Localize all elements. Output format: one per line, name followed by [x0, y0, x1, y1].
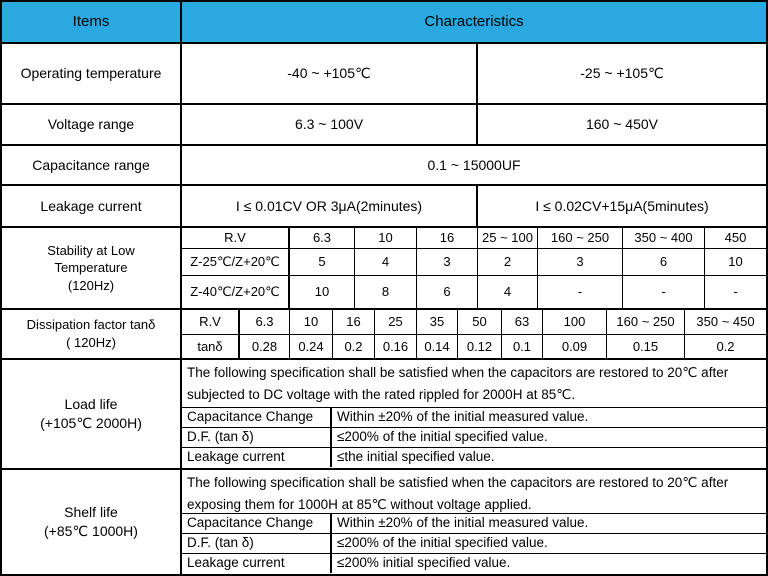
stability-value: 3 [417, 249, 478, 275]
stability-value: 6 [417, 276, 478, 308]
spec-row [182, 447, 766, 467]
stability-value: 2 [478, 249, 538, 275]
stability-value: 4 [478, 276, 538, 308]
spec-row [182, 553, 766, 573]
value-cell: I ≤ 0.01CV OR 3μA(2minutes) [182, 186, 478, 226]
shelf-life-details [182, 470, 766, 574]
spec-value: ≤the initial specified value. [337, 449, 495, 465]
shelf-life-description-line2: exposing them for 1000H at 85℃ without voltage applied. [187, 497, 532, 512]
stability-voltage: 16 [417, 228, 478, 248]
shelf-life-description-line1: The following specification shall be satisfied when the capacitors are restored to 20℃ after [187, 475, 729, 490]
stability-voltage: 25 ~ 100 [478, 228, 538, 248]
dissipation-value: 0.1 [502, 335, 543, 358]
stability-value: 10 [290, 276, 355, 308]
spec-value: ≤200% of the initial specified value. [337, 535, 548, 551]
spec-row [182, 407, 766, 427]
dissipation-voltage: 100 [543, 310, 607, 334]
dissipation-value: 0.2 [716, 338, 735, 354]
spec-value: ≤200% of the initial specified value. [337, 429, 548, 445]
row-voltage-range [2, 103, 766, 144]
stability-label-line3: (120Hz) [67, 277, 115, 293]
spec-name: D.F. (tan δ) [182, 534, 332, 553]
spec-name: D.F. (tan δ) [182, 428, 332, 447]
load-life-details [182, 360, 766, 468]
dissipation-label-line2: ( 120Hz) [66, 335, 116, 350]
spec-row [182, 513, 766, 533]
row-dissipation-factor [2, 308, 766, 358]
load-life-label-line2: (+105℃ 2000H) [40, 415, 142, 431]
shelf-life-description [182, 470, 766, 513]
row-label: Leakage current [2, 186, 182, 226]
stability-z25-row [182, 248, 766, 275]
shelf-life-label-line1: Shelf life [64, 504, 118, 521]
dissipation-voltage: 16 [333, 310, 375, 334]
stability-rv-header: R.V [182, 228, 290, 248]
header-characteristics: Characteristics [424, 12, 524, 30]
dissipation-voltage: 25 [375, 310, 417, 334]
dissipation-subtable [182, 310, 766, 358]
dissipation-value-row [182, 334, 766, 358]
dissipation-value: 0.09 [543, 335, 607, 358]
stability-value: 6 [623, 249, 705, 275]
dissipation-header-row [182, 310, 766, 334]
stability-z25-label: Z-25℃/Z+20℃ [182, 249, 290, 275]
stability-value: 4 [355, 249, 417, 275]
row-capacitance-range [2, 144, 766, 184]
stability-voltage: 10 [355, 228, 417, 248]
spec-row [182, 427, 766, 447]
stability-z40-label: Z-40℃/Z+20℃ [182, 276, 290, 308]
stability-z40-row [182, 275, 766, 308]
row-label: Capacitance range [2, 146, 182, 184]
row-label [2, 310, 182, 358]
table-header-row [2, 2, 766, 42]
dissipation-tand-label: tanδ [182, 335, 240, 358]
spec-row [182, 533, 766, 553]
spec-name: Leakage current [182, 448, 332, 467]
row-stability [2, 226, 766, 308]
row-label [2, 360, 182, 468]
stability-label-line1: Stability at Low [47, 242, 135, 258]
dissipation-value: 0.12 [458, 335, 502, 358]
dissipation-rv-header: R.V [182, 310, 240, 334]
stability-voltage: 350 ~ 400 [623, 228, 705, 248]
row-label: Voltage range [2, 105, 182, 144]
row-shelf-life [2, 468, 766, 574]
dissipation-voltage: 160 ~ 250 [607, 310, 685, 334]
stability-label-line2: Temperature [54, 260, 128, 276]
row-label [2, 228, 182, 308]
dissipation-voltage: 50 [458, 310, 502, 334]
dissipation-voltage: 35 [417, 310, 458, 334]
dissipation-value: 0.14 [417, 335, 458, 358]
value-cell: I ≤ 0.02CV+15μA(5minutes) [535, 197, 709, 214]
spec-value: Within ±20% of the initial measured value. [337, 515, 589, 531]
stability-voltage: 6.3 [290, 228, 355, 248]
row-operating-temperature [2, 42, 766, 103]
stability-value: 3 [538, 249, 623, 275]
spec-name: Leakage current [182, 554, 332, 573]
load-life-description [182, 360, 766, 407]
dissipation-value: 0.15 [607, 335, 685, 358]
load-life-description-line1: The following specification shall be satisfied when the capacitors are restored to 20℃ after [187, 365, 729, 380]
stability-value: 10 [728, 254, 743, 270]
row-label [2, 470, 182, 574]
load-life-description-line2: subjected to DC voltage with the rated rippled for 2000H at 85℃. [187, 387, 576, 402]
value-cell: 160 ~ 450V [585, 116, 658, 133]
stability-voltage: 450 [724, 230, 747, 246]
value-cell: -25 ~ +105℃ [580, 65, 664, 82]
row-load-life [2, 358, 766, 468]
shelf-life-label-line2: (+85℃ 1000H) [44, 523, 138, 539]
spec-name: Capacitance Change [182, 514, 332, 533]
dissipation-value: 0.24 [290, 335, 333, 358]
stability-subtable [182, 228, 766, 308]
stability-value: 5 [290, 249, 355, 275]
stability-value: - [623, 276, 705, 308]
dissipation-voltage: 10 [290, 310, 333, 334]
load-life-label-line1: Load life [64, 396, 118, 413]
dissipation-voltage: 350 ~ 450 [696, 314, 755, 330]
row-leakage-current [2, 184, 766, 226]
stability-value: - [733, 284, 738, 300]
dissipation-value: 0.16 [375, 335, 417, 358]
dissipation-value: 0.2 [333, 335, 375, 358]
row-label: Operating temperature [2, 44, 182, 103]
dissipation-value: 0.28 [240, 335, 290, 358]
value-cell: -40 ~ +105℃ [182, 44, 478, 103]
stability-value: - [538, 276, 623, 308]
value-cell: 0.1 ~ 15000UF [427, 156, 521, 173]
dissipation-voltage: 6.3 [240, 310, 290, 334]
spec-value: ≤200% initial specified value. [337, 555, 511, 571]
spec-value: Within ±20% of the initial measured value. [337, 409, 589, 425]
dissipation-voltage: 63 [502, 310, 543, 334]
value-cell: 6.3 ~ 100V [182, 105, 478, 144]
stability-header-row [182, 228, 766, 248]
spec-name: Capacitance Change [182, 408, 332, 427]
header-items: Items [2, 2, 182, 42]
dissipation-label-line1: Dissipation factor tanδ [26, 317, 156, 333]
stability-voltage: 160 ~ 250 [538, 228, 623, 248]
stability-value: 8 [355, 276, 417, 308]
